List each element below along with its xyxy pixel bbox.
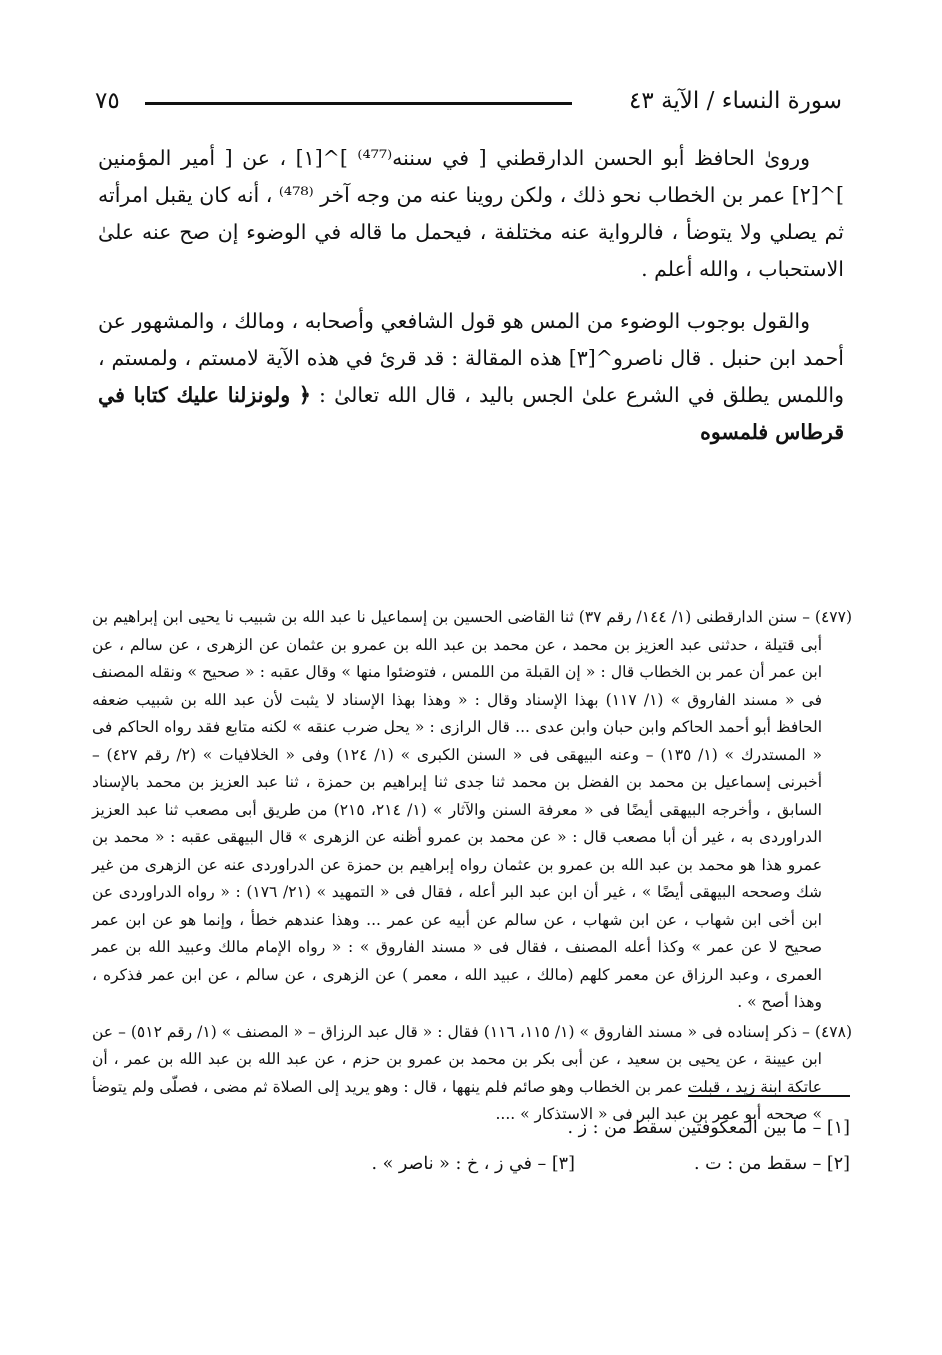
editorial-note: [٣] – في ز ، خ : « ناصر » . xyxy=(371,1154,575,1174)
header-rule xyxy=(145,102,572,105)
footnote-divider xyxy=(688,1095,850,1097)
paragraph xyxy=(98,303,844,451)
quran-verse: ﴿ ولونزلنا عليك كتابا في قرطاس فلمسوه xyxy=(98,383,844,444)
page-number: ٧٥ xyxy=(95,88,120,114)
page-header xyxy=(95,84,842,120)
main-text xyxy=(98,140,844,466)
editorial-note: [٢] – سقط من : ت . xyxy=(694,1154,850,1174)
footnote: (٤٧٧) – سنن الدارقطنى (١/ ١٤٤/ رقم ٣٧) ثنا القاضى الحسين بن إسماعيل نا عبد الله بن شبيب نا يحيى ابن إبراهيم بن أبى قتيلة ، حدثنى عبد العزيز بن محمد ، عن محمد بن عبد الله بن عمرو بن عثمان عن الزهرى ، عن سالم ، عن ابن عمر أن عمر بن الخطاب قال : « إن القبلة من اللمس ، فتوضئوا منها » وقال عقبه : « صحيح » ونقله المصنف فى « مسند الفاروق » (١/ ١١٧) بهذا الإسناد وقال : « وهذا بهذا الإسناد لا يثبت لأن عبد الله بن شبيب ضعفه الحافظ أبو أحمد الحاكم وابن حبان وابن عدى ... قال الرازى : « يحل ضرب عنقه » لكنه متابع فقد رواه الحاكم فى « المستدرك » (١/ ١٣٥) – وعنه البيهقى فى « السنن الكبرى » (١/ ١٢٤) وفى « الخلافيات » (٢/ رقم ٤٢٧) – أخبرنى إسماعيل بن محمد بن الفضل بن محمد ثنا جدى ثنا إبراهيم بن حمزة ، ثنا عبد العزيز بن محمد بالإسناد السابق ، وأخرجه البيهقى أيضًا فى « معرفة السنن والآثار » (١/ ٢١٤، ٢١٥) من طريق أبى مصعب ثنا عبد العزيز الدراوردى به ، غير أن أبا مصعب قال : « عن محمد بن عمرو أظنه عن الزهرى » قال البيهقى عقبه : « محمد بن عمرو هذا هو محمد بن عبد الله بن عمرو بن عثمان رواه إبراهيم بن حمزة عن الدراوردى عنه عن الزهرى من غير شك وصححه البيهقى أيضًا » ، غير أن ابن عبد البر أعله ، فقال فى « التمهيد » (٢١/ ١٧٦) : « رواه الدراوردى عن ابن أخى ابن شهاب ، عن ابن شهاب ، عن سالم عن أبيه عن عمر ... وهذا عندهم خطأ ، وإنما هو عن ابن عمر صحيح لا عن عمر » وكذا أعله المصنف ، فقال فى « مسند الفاروق » : « رواه الإمام مالك وعبيد الله بن عمر العمرى ، وعبد الرزاق عن معمر كلهم (مالك ، عبيد الله ، معمر ) عن الزهرى ، عن سالم ، عن ابن عمر فذكره ، وهذا أصح » . xyxy=(92,608,852,1011)
editorial-notes xyxy=(98,1110,850,1182)
paragraph-text: والقول بوجوب الوضوء من المس هو قول الشافعي وأصحابه ، ومالك ، والمشهور عن أحمد ابن حنبل . قال ناصرو^[٣] هذه المقالة : قد قرئ في هذه الآية لامستم ، ولمستم ، واللمس يطلق في الشرع علىٰ الجس باليد ، قال الله تعالىٰ : xyxy=(98,309,844,407)
note-row xyxy=(98,1110,850,1146)
footnotes xyxy=(92,604,852,1131)
editorial-note: [١] – ما بين المعكوفتين سقط من : ز . xyxy=(567,1118,850,1138)
footnote: (٤٧٨) – ذكر إسناده فى « مسند الفاروق » (١/ ١١٥، ١١٦) فقال : « قال عبد الرزاق – « المصنف » (١/ رقم ٥١٢) – عن ابن عيينة ، عن يحيى بن سعيد ، عن أبى بكر بن محمد بن عمرو بن حزم ، عن عبد الله بن عبد الله بن عمر ، أن عاتكة ابنة زيد ، قبلت عمر بن الخطاب وهو صائم فلم ينهها ، قال : وهو يريد إلى الصلاة ثم مضى ، فصلّى ولم يتوضأ » صححه أبو عمر بن عبد البر فى « الاستذكار » .... xyxy=(92,1022,853,1123)
note-row xyxy=(98,1146,850,1182)
running-title: سورة النساء / الآية ٤٣ xyxy=(629,88,842,114)
paragraph: ورویٰ الحافظ أبو الحسن الدارقطني [ في سننه⁽⁴⁷⁷⁾ ]^[١] ، عن [ أمير المؤمنين ]^[٢] عمر بن الخطاب نحو ذلك ، ولكن روينا عنه من وجه آخر ⁽⁴⁷⁸⁾ ، أنه كان يقبل امرأته ثم يصلي ولا يتوضأ ، فالرواية عنه مختلفة ، فيحمل ما قاله في الوضوء إن صح عنه علىٰ الاستحباب ، والله أعلم . xyxy=(98,146,844,281)
